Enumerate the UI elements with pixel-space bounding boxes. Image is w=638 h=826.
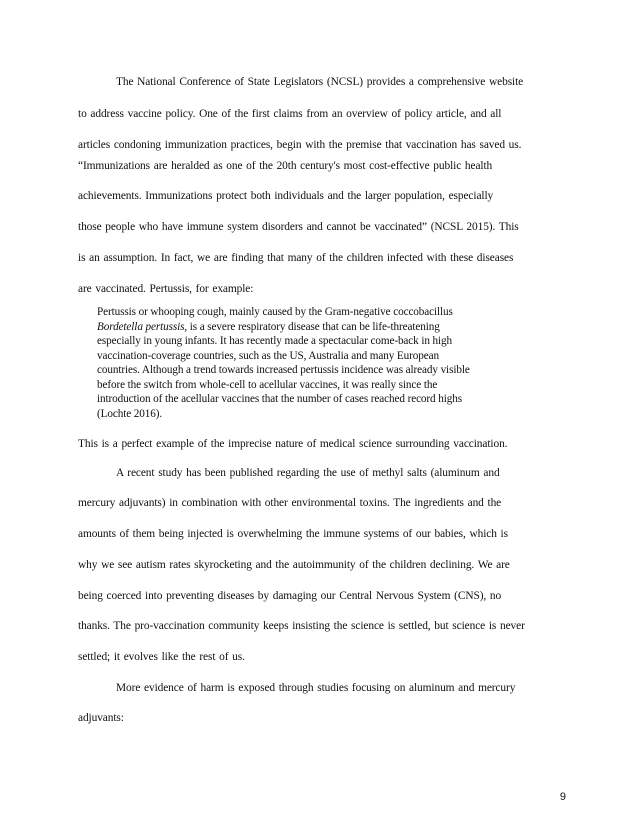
paragraph-1-line: “Immunizations are heralded as one of the 20th century's most cost-effective public health (78, 160, 493, 172)
paragraph-1-line: articles condoning immunization practices, begin with the premise that vaccination has saved us. (78, 139, 522, 151)
quote-line: (Lochte 2016). (97, 407, 163, 420)
paragraph-2-line: amounts of them being injected is overwhelming the immune systems of our babies, which is (78, 528, 508, 540)
species-name: Bordetella pertussis (97, 320, 185, 333)
paragraph-1-line: those people who have immune system disorders and cannot be vaccinated” (NCSL 2015). This (78, 221, 519, 233)
page-number: 9 (559, 791, 566, 803)
paragraph-3-line: adjuvants: (78, 712, 124, 724)
paragraph-2-line: being coerced into preventing diseases by damaging our Central Nervous System (CNS), no (78, 590, 502, 602)
paragraph-2-line: thanks. The pro-vaccination community keeps insisting the science is settled, but science is never (78, 620, 525, 632)
quote-line: vaccination-coverage countries, such as the US, Australia and many European (97, 349, 439, 362)
quote-line (97, 320, 537, 335)
quote-line-rest: , is a severe respiratory disease that can be life-threatening (184, 320, 440, 333)
paragraph-1-line: is an assumption. In fact, we are finding that many of the children infected with these diseases (78, 252, 514, 264)
quote-line: introduction of the acellular vaccines that the number of cases reached record highs (97, 393, 462, 405)
paragraph-2-line: mercury adjuvants) in combination with other environmental toxins. The ingredients and the (78, 497, 502, 509)
quote-line: Pertussis or whooping cough, mainly caused by the Gram-negative coccobacillus (97, 306, 453, 318)
paragraph-1-line: The National Conference of State Legislators (NCSL) provides a comprehensive website (116, 76, 524, 88)
quote-line: countries. Although a trend towards increased pertussis incidence was already visible (97, 364, 470, 376)
paragraph-2-line: A recent study has been published regarding the use of methyl salts (aluminum and (116, 467, 500, 479)
paragraph-2-line: why we see autism rates skyrocketing and the autoimmunity of the children declining. We are (78, 559, 510, 571)
paragraph-1-line: to address vaccine policy. One of the first claims from an overview of policy article, and all (78, 108, 502, 120)
after-quote-line: This is a perfect example of the imprecise nature of medical science surrounding vaccination. (78, 438, 508, 450)
quote-line: especially in young infants. It has recently made a spectacular come-back in high (97, 335, 453, 347)
paragraph-2-line: settled; it evolves like the rest of us. (78, 651, 245, 663)
paragraph-1-line: are vaccinated. Pertussis, for example: (78, 283, 254, 295)
paragraph-3-line: More evidence of harm is exposed through studies focusing on aluminum and mercury (116, 682, 516, 694)
quote-line: before the switch from whole-cell to acellular vaccines, it was really since the (97, 378, 438, 391)
block-quote (97, 305, 537, 421)
paragraph-1-line: achievements. Immunizations protect both individuals and the larger population, especially (78, 190, 494, 202)
